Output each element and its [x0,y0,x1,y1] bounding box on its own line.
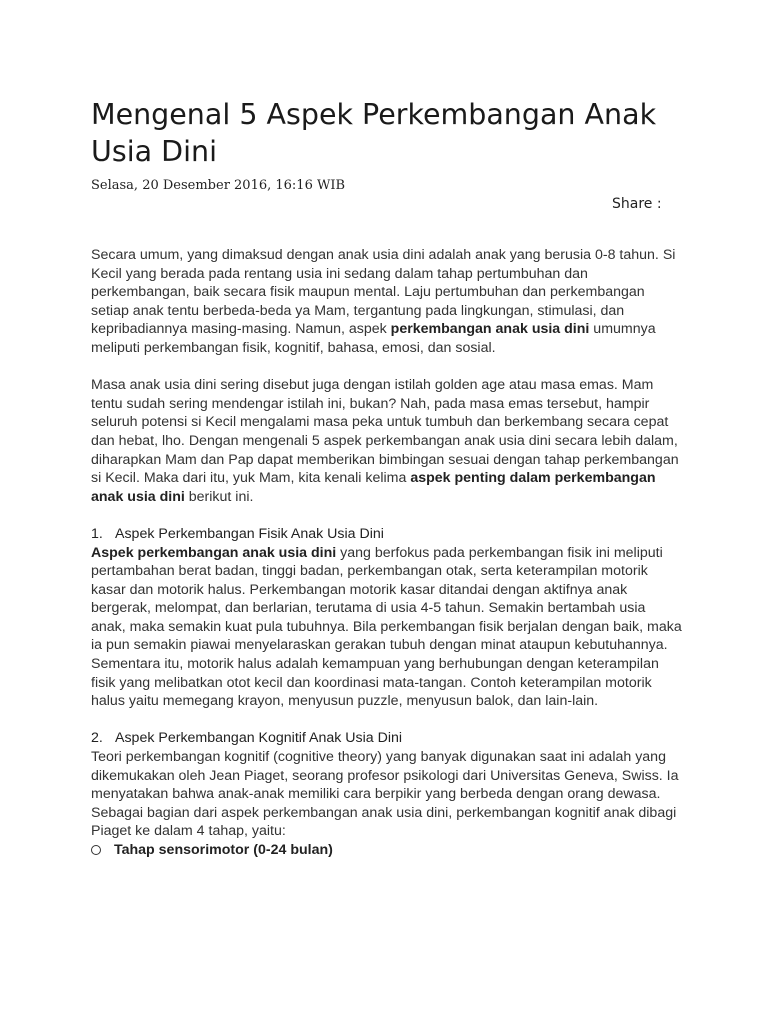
paragraph-text: umumnya meliputi perkembangan fisik, kognitif, bahasa, emosi, dan sosial. [91,321,656,356]
paragraph-text: Masa anak usia dini sering disebut juga dengan istilah golden age atau masa emas. Mam tentu sudah sering mendengar istilah ini, bukan? Nah, pada masa emas tersebut, hampir seluruh potensi si Kecil mengalami masa peka untuk tumbuh dan berkembang secara cepat dan hebat, lho. Dengan mengenali 5 aspek perkembangan anak usia dini secara lebih dalam, diharapkan Mam dan Pap dapat memberikan bimbingan sesuai dengan tahap perkembangan si Kecil. Maka dari itu, yuk Mam, kita kenali kelima [91,377,679,487]
section-number: 2. [91,730,103,747]
section-heading-kognitif [91,729,683,748]
list-item [91,841,683,860]
section-heading-fisik [91,525,683,544]
section-title: Aspek Perkembangan Kognitif Anak Usia Dini [115,730,403,747]
publish-date: Selasa, 20 Desember 2016, 16:16 WIB [91,178,346,193]
list-item-text: Tahap sensorimotor (0-24 bulan) [114,842,333,858]
article-body [91,246,683,860]
bold-keyword: aspek penting dalam perkembangan anak usia dini [91,470,656,505]
section-title: Aspek Perkembangan Fisik Anak Usia Dini [115,525,384,542]
paragraph-text: berikut ini. [184,488,254,505]
circle-bullet-icon [91,845,101,855]
share-label[interactable]: Share : [612,196,662,212]
bold-keyword: Aspek perkembangan anak usia dini [91,544,337,561]
page-title: Mengenal 5 Aspek Perkembangan Anak Usia Dini [91,98,657,168]
paragraph-golden-age [91,376,683,506]
paragraph-intro [91,246,683,358]
paragraph-text: yang berfokus pada perkembangan fisik ini meliputi pertambahan berat badan, tinggi badan, perkembangan otak, serta keterampilan motorik kasar dan motorik halus. Perkembangan motorik kasar ditandai dengan aktifnya anak bergerak, melompat, dan berlarian, terutama di usia 4-5 tahun. Semakin bertambah usia anak, maka semakin kuat pula tubuhnya. Bila perkembangan fisik berjalan dengan baik, maka ia pun semakin piawai menyelaraskan gerakan tubuh dengan minat ataupun kebutuhannya. Sementara itu, motorik halus adalah kemampuan yang berhubungan dengan keterampilan fisik yang melibatkan otot kecil dan koordinasi mata-tangan. Contoh keterampilan motorik halus yaitu memegang krayon, menyusun puzzle, menyusun balok, dan lain-lain. [91,544,682,710]
paragraph-text: Secara umum, yang dimaksud dengan anak usia dini adalah anak yang berusia 0-8 tahun. Si Kecil yang berada pada rentang usia ini sedang dalam tahap pertumbuhan dan perkembangan, baik secara fisik maupun mental. Laju pertumbuhan dan perkembangan setiap anak tentu berbeda-beda ya Mam, tergantung pada lingkungan, stimulasi, dan kepribadiannya masing-masing. Namun, aspek [91,247,676,338]
bold-keyword: perkembangan anak usia dini [390,321,590,338]
paragraph-kognitif: Teori perkembangan kognitif (cognitive theory) yang banyak digunakan saat ini adalah yang dikemukakan oleh Jean Piaget, seorang profesor psikologi dari Universitas Geneva, Swiss. Ia menyatakan bahwa anak-anak memiliki cara berpikir yang berbeda dengan orang dewasa. Sebagai bagian dari aspek perkembangan anak usia dini, perkembangan kognitif anak dibagi Piaget ke dalam 4 tahap, yaitu: [91,749,679,840]
paragraph-fisik [91,544,683,711]
section-number: 1. [91,525,103,542]
